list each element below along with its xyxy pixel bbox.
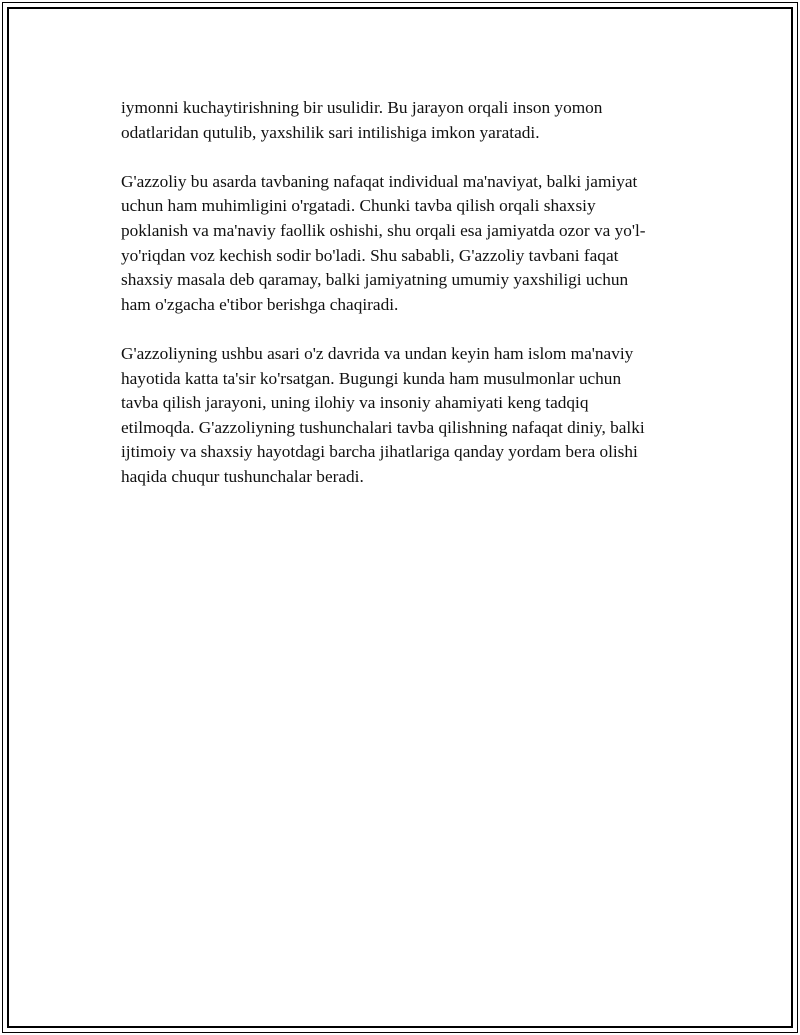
paragraph-line: tavba qilish jarayoni, uning ilohiy va insoniy ahamiyati keng tadqiq — [121, 393, 589, 413]
paragraph-3 — [121, 342, 691, 490]
paragraph-line: etilmoqda. G'azzoliyning tushunchalari tavba qilishning nafaqat diniy, balki — [121, 417, 645, 437]
paragraph-line: poklanish va ma'naviy faollik oshishi, shu orqali esa jamiyatda ozor va yo'l- — [121, 220, 646, 240]
document-body — [121, 96, 691, 514]
paragraph-2 — [121, 170, 691, 318]
paragraph-line: hayotida katta ta'sir ko'rsatgan. Bugungi kunda ham musulmonlar uchun — [121, 368, 622, 388]
document-page — [2, 2, 798, 1033]
paragraph-line: yo'riqdan voz kechish sodir bo'ladi. Shu sababli, G'azzoliy tavbani faqat — [121, 245, 619, 265]
paragraph-line: odatlaridan qutulib, yaxshilik sari intilishiga imkon yaratadi. — [121, 122, 540, 142]
paragraph-line: G'azzoliy bu asarda tavbaning nafaqat individual ma'naviyat, balki jamiyat — [121, 171, 638, 191]
paragraph-line: haqida chuqur tushunchalar beradi. — [121, 466, 364, 486]
paragraph-line: shaxsiy masala deb qaramay, balki jamiyatning umumiy yaxshiligi uchun — [121, 270, 629, 290]
paragraph-line: iymonni kuchaytirishning bir usulidir. Bu jarayon orqali inson yomon — [121, 98, 603, 117]
paragraph-line: ham o'zgacha e'tibor berishga chaqiradi. — [121, 294, 399, 314]
paragraph-1 — [121, 96, 691, 145]
paragraph-line: ijtimoiy va shaxsiy hayotdagi barcha jihatlariga qanday yordam bera olishi — [121, 442, 638, 462]
paragraph-line: uchun ham muhimligini o'rgatadi. Chunki tavba qilish orqali shaxsiy — [121, 196, 596, 216]
paragraph-line: G'azzoliyning ushbu asari o'z davrida va undan keyin ham islom ma'naviy — [121, 343, 634, 363]
